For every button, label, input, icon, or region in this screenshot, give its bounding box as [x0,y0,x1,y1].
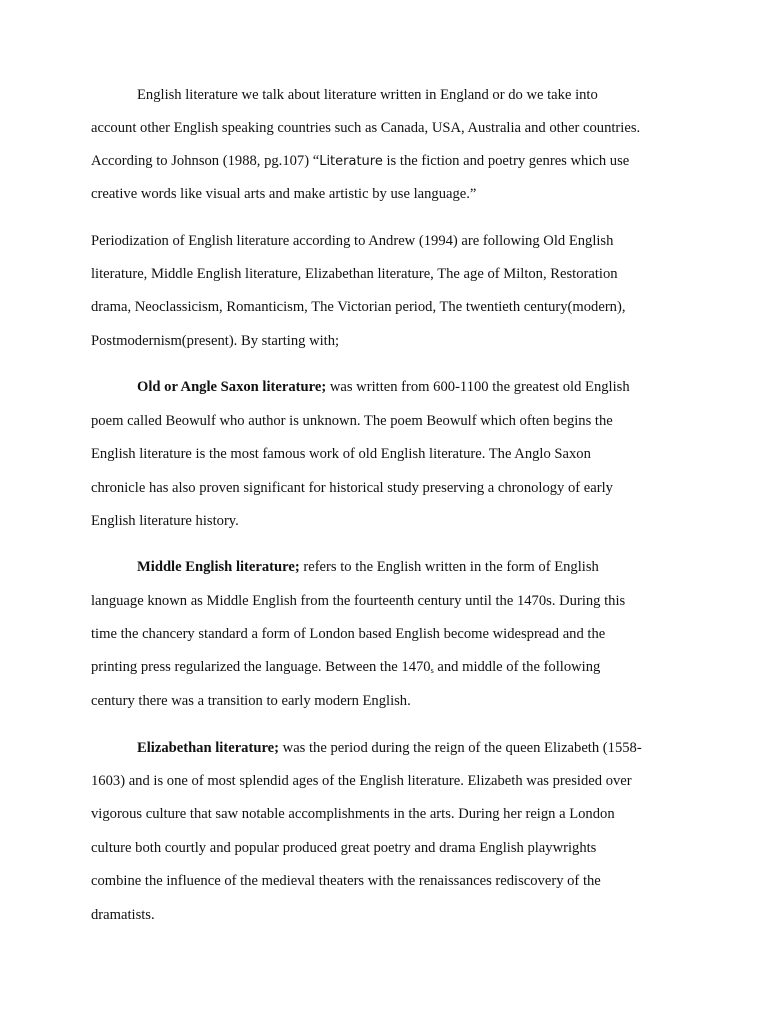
section-heading-elizabethan: Elizabethan literature; [137,740,279,756]
paragraph-4-text: refers to the English written in the form of English [299,559,599,575]
paragraph-5-line-4: culture both courtly and popular produced great poetry and drama English playwrights [91,840,597,856]
paragraph-4-line-5: century there was a transition to early modern English. [91,693,411,709]
paragraph-1-line-1: English literature we talk about literature written in England or do we take into [137,87,598,103]
paragraph-5-line-1 [137,738,642,758]
paragraph-4-text-a: printing press regularized the language. Between the 1470 [91,659,431,675]
paragraph-5-text: was the period during the reign of the queen Elizabeth (1558- [279,740,642,756]
paragraph-2-line-2: literature, Middle English literature, Elizabethan literature, The age of Milton, Restoration [91,266,618,282]
paragraph-3-line-2: poem called Beowulf who author is unknown. The poem Beowulf which often begins the [91,413,613,429]
quote-continuation: is the fiction and poetry genres which use [382,153,630,169]
paragraph-1-line-4: creative words like visual arts and make artistic by use language.” [91,186,477,202]
paragraph-2-line-1: Periodization of English literature according to Andrew (1994) are following Old English [91,233,614,249]
paragraph-3-line-1 [137,377,630,397]
section-heading-old-english: Old or Angle Saxon literature; [137,379,327,395]
subscript-s: s [430,666,434,675]
paragraph-3-line-4: chronicle has also proven significant for historical study preserving a chronology of early [91,480,613,496]
paragraph-3-text: was written from 600-1100 the greatest old English [326,379,630,395]
paragraph-4-text-b: and middle of the following [433,659,601,675]
paragraph-3-line-5: English literature history. [91,513,239,529]
section-heading-middle-english: Middle English literature; [137,559,300,575]
paragraph-4-line-1 [137,557,599,577]
paragraph-5-line-2: 1603) and is one of most splendid ages of the English literature. Elizabeth was presided over [91,773,632,789]
citation-text: According to Johnson (1988, pg.107) “ [91,153,320,169]
paragraph-2-line-3: drama, Neoclassicism, Romanticism, The Victorian period, The twentieth century(modern), [91,299,626,315]
paragraph-4-line-4 [91,657,600,677]
paragraph-5-line-3: vigorous culture that saw notable accomplishments in the arts. During her reign a London [91,806,615,822]
paragraph-5-line-6: dramatists. [91,907,155,923]
paragraph-1-line-3 [91,151,629,171]
paragraph-4-line-2: language known as Middle English from the fourteenth century until the 1470s. During this [91,593,626,609]
paragraph-1-line-2: account other English speaking countries such as Canada, USA, Australia and other countries. [91,120,641,136]
paragraph-3-line-3: English literature is the most famous work of old English literature. The Anglo Saxon [91,446,591,462]
paragraph-4-line-3: time the chancery standard a form of London based English become widespread and the [91,626,606,642]
paragraph-2-line-4: Postmodernism(present). By starting with; [91,333,340,349]
paragraph-5-line-5: combine the influence of the medieval theaters with the renaissances rediscovery of the [91,873,601,889]
quoted-term: Literature [319,154,383,169]
